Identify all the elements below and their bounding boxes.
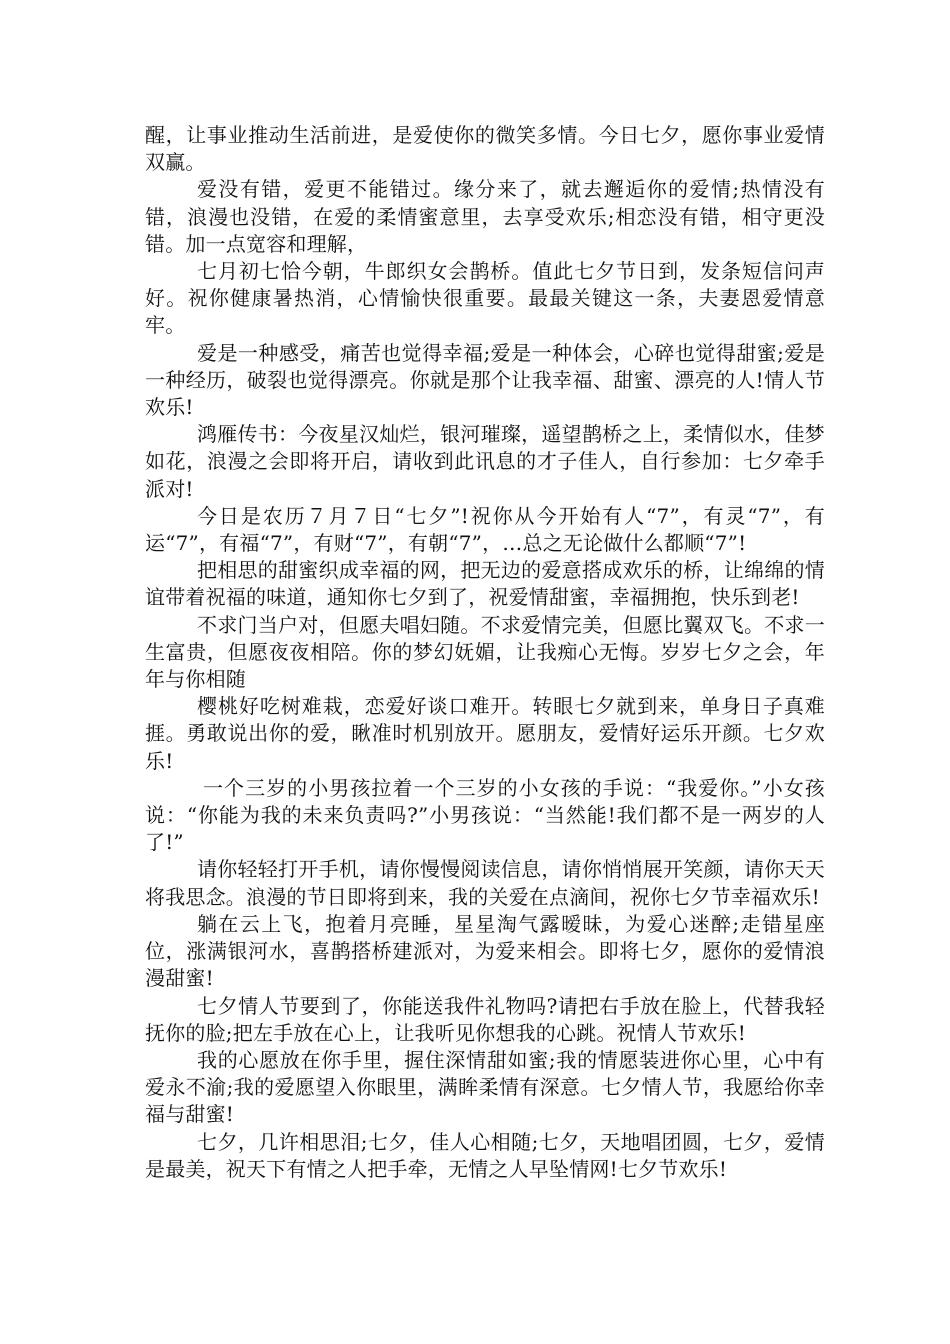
paragraph-15: 七夕，几许相思泪;七夕，佳人心相随;七夕，天地唱团圆，七夕，爱情是最美，祝天下有情之人把手牵，无情之人早坠情网!七夕节欢乐!	[145, 1129, 825, 1181]
paragraph-9: 樱桃好吃树难栽，恋爱好谈口难开。转眼七夕就到来，单身日子真难捱。勇敢说出你的爱，瞅准时机别放开。愿朋友，爱情好运乐开颜。七夕欢乐!	[145, 694, 825, 773]
paragraph-1: 醒，让事业推动生活前进，是爱使你的微笑多情。今日七夕，愿你事业爱情双赢。	[145, 123, 825, 175]
paragraph-10: 一个三岁的小男孩拉着一个三岁的小女孩的手说：“我爱你。”小女孩说：“你能为我的未来负责吗?”小男孩说：“当然能!我们都不是一两岁的人了!”	[145, 775, 825, 855]
paragraph-8: 不求门当户对，但愿夫唱妇随。不求爱情完美，但愿比翼双飞。不求一生富贵，但愿夜夜相陪。你的梦幻妩媚，让我痴心无悔。岁岁七夕之会，年年与你相随	[145, 612, 825, 692]
paragraph-12: 躺在云上飞，抱着月亮睡，星星淘气露暧昧，为爱心迷醉;走错星座位，涨满银河水，喜鹊搭桥建派对，为爱来相会。即将七夕，愿你的爱情浪漫甜蜜!	[145, 911, 825, 991]
paragraph-3: 七月初七恰今朝，牛郎织女会鹊桥。值此七夕节日到，发条短信问声好。祝你健康暑热消，心情愉快很重要。最最关键这一条，夫妻恩爱情意牢。	[145, 259, 825, 338]
paragraph-2: 爱没有错，爱更不能错过。缘分来了，就去邂逅你的爱情;热情没有错，浪漫也没错，在爱的柔情蜜意里，去享受欢乐;相恋没有错，相守更没错。加一点宽容和理解，	[145, 177, 825, 256]
paragraph-13: 七夕情人节要到了，你能送我件礼物吗?请把右手放在脸上，代替我轻抚你的脸;把左手放在心上，让我听见你想我的心跳。祝情人节欢乐!	[145, 993, 825, 1045]
document-body	[145, 122, 825, 1183]
paragraph-6: 今日是农历７月７日“七夕”!祝你从今开始有人“7”，有灵“7”，有运“7”，有福“7”，有财“7”，有朝“7”，…总之无论做什么都顺“7”!	[145, 503, 825, 556]
paragraph-14: 我的心愿放在你手里，握住深情甜如蜜;我的情愿装进你心里，心中有爱永不渝;我的爱愿望入你眼里，满眸柔情有深意。七夕情人节，我愿给你幸福与甜蜜!	[145, 1047, 825, 1127]
paragraph-11: 请你轻轻打开手机，请你慢慢阅读信息，请你悄悄展开笑颜，请你天天将我思念。浪漫的节日即将到来，我的关爱在点滴间，祝你七夕节幸福欢乐!	[145, 857, 825, 909]
paragraph-4: 爱是一种感受，痛苦也觉得幸福;爱是一种体会，心碎也觉得甜蜜;爱是一种经历，破裂也觉得漂亮。你就是那个让我幸福、甜蜜、漂亮的人!情人节欢乐!	[145, 340, 825, 420]
paragraph-5: 鸿雁传书：今夜星汉灿烂，银河璀璨，遥望鹊桥之上，柔情似水，佳梦如花，浪漫之会即将开启，请收到此讯息的才子佳人，自行参加：七夕牵手派对!	[145, 422, 825, 501]
paragraph-7: 把相思的甜蜜织成幸福的网，把无边的爱意搭成欢乐的桥，让绵绵的情谊带着祝福的味道，通知你七夕到了，祝爱情甜蜜，幸福拥抱，快乐到老!	[145, 558, 825, 610]
